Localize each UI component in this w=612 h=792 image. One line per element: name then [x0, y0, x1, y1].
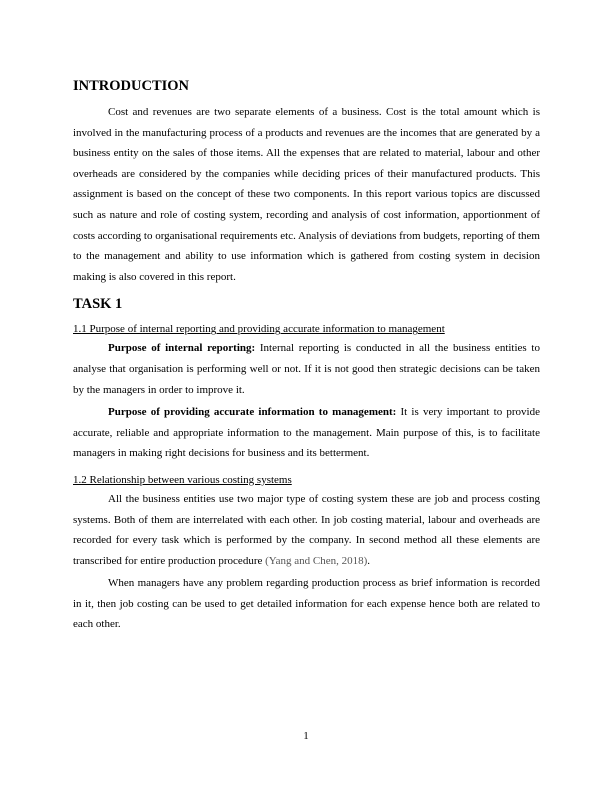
job-costing-paragraph: When managers have any problem regarding production process as brief information is recorded in it, then job costing can be used to get detailed information for each expense hence both are related to each other.	[73, 577, 540, 631]
citation: (Yang and Chen, 2018)	[265, 554, 368, 567]
page-number: 1	[303, 730, 309, 742]
internal-reporting-label: Purpose of internal reporting:	[108, 342, 256, 355]
costing-systems-paragraph	[73, 489, 540, 571]
accurate-information-label: Purpose of providing accurate information to management:	[108, 406, 397, 419]
internal-reporting-text: Internal reporting is conducted in all the business entities to analyse that organisation is performing well or not. If it is not good then strategic decisions can be taken by the managers in order to improve it.	[73, 342, 540, 396]
costing-systems-text: All the business entities use two major type of costing system these are job and process costing systems. Both of them are interrelated with each other. In job costing material, labour and overheads are recorded for every task which is performed by the company. In second method all these elements are transcribed for entire production procedure	[73, 492, 540, 567]
section-1-2-title: 1.2 Relationship between various costing systems	[73, 473, 292, 486]
accurate-information-text: It is very important to provide accurate, reliable and appropriate information to the management. Main purpose of this, is to facilitate managers in making right decisions for business and its betterment.	[73, 406, 540, 460]
costing-systems-end: .	[367, 554, 371, 567]
document-page	[73, 77, 540, 635]
introduction-paragraph: Cost and revenues are two separate elements of a business. Cost is the total amount which is involved in the manufacturing process of a products and revenues are the incomes that are generated by a business entity on the sales of those items. All the expenses that are related to material, labour and other overheads are considered by the companies while deciding prices of their manufactured products. This assignment is based on the concept of these two components. In this report various topics are discussed such as nature and role of costing system, recording and analysis of cost information, apportionment of costs according to organisational requirements etc. Analysis of deviations from budgets, reporting of them to the management and ability to use information which is gathered from costing system in decision making is also covered in this report.	[73, 106, 540, 283]
accurate-information-paragraph	[73, 402, 540, 464]
section-1-1-title: 1.1 Purpose of internal reporting and providing accurate information to management	[73, 323, 445, 336]
task1-heading: TASK 1	[73, 296, 123, 313]
introduction-heading: INTRODUCTION	[73, 78, 190, 94]
internal-reporting-paragraph	[73, 338, 540, 400]
